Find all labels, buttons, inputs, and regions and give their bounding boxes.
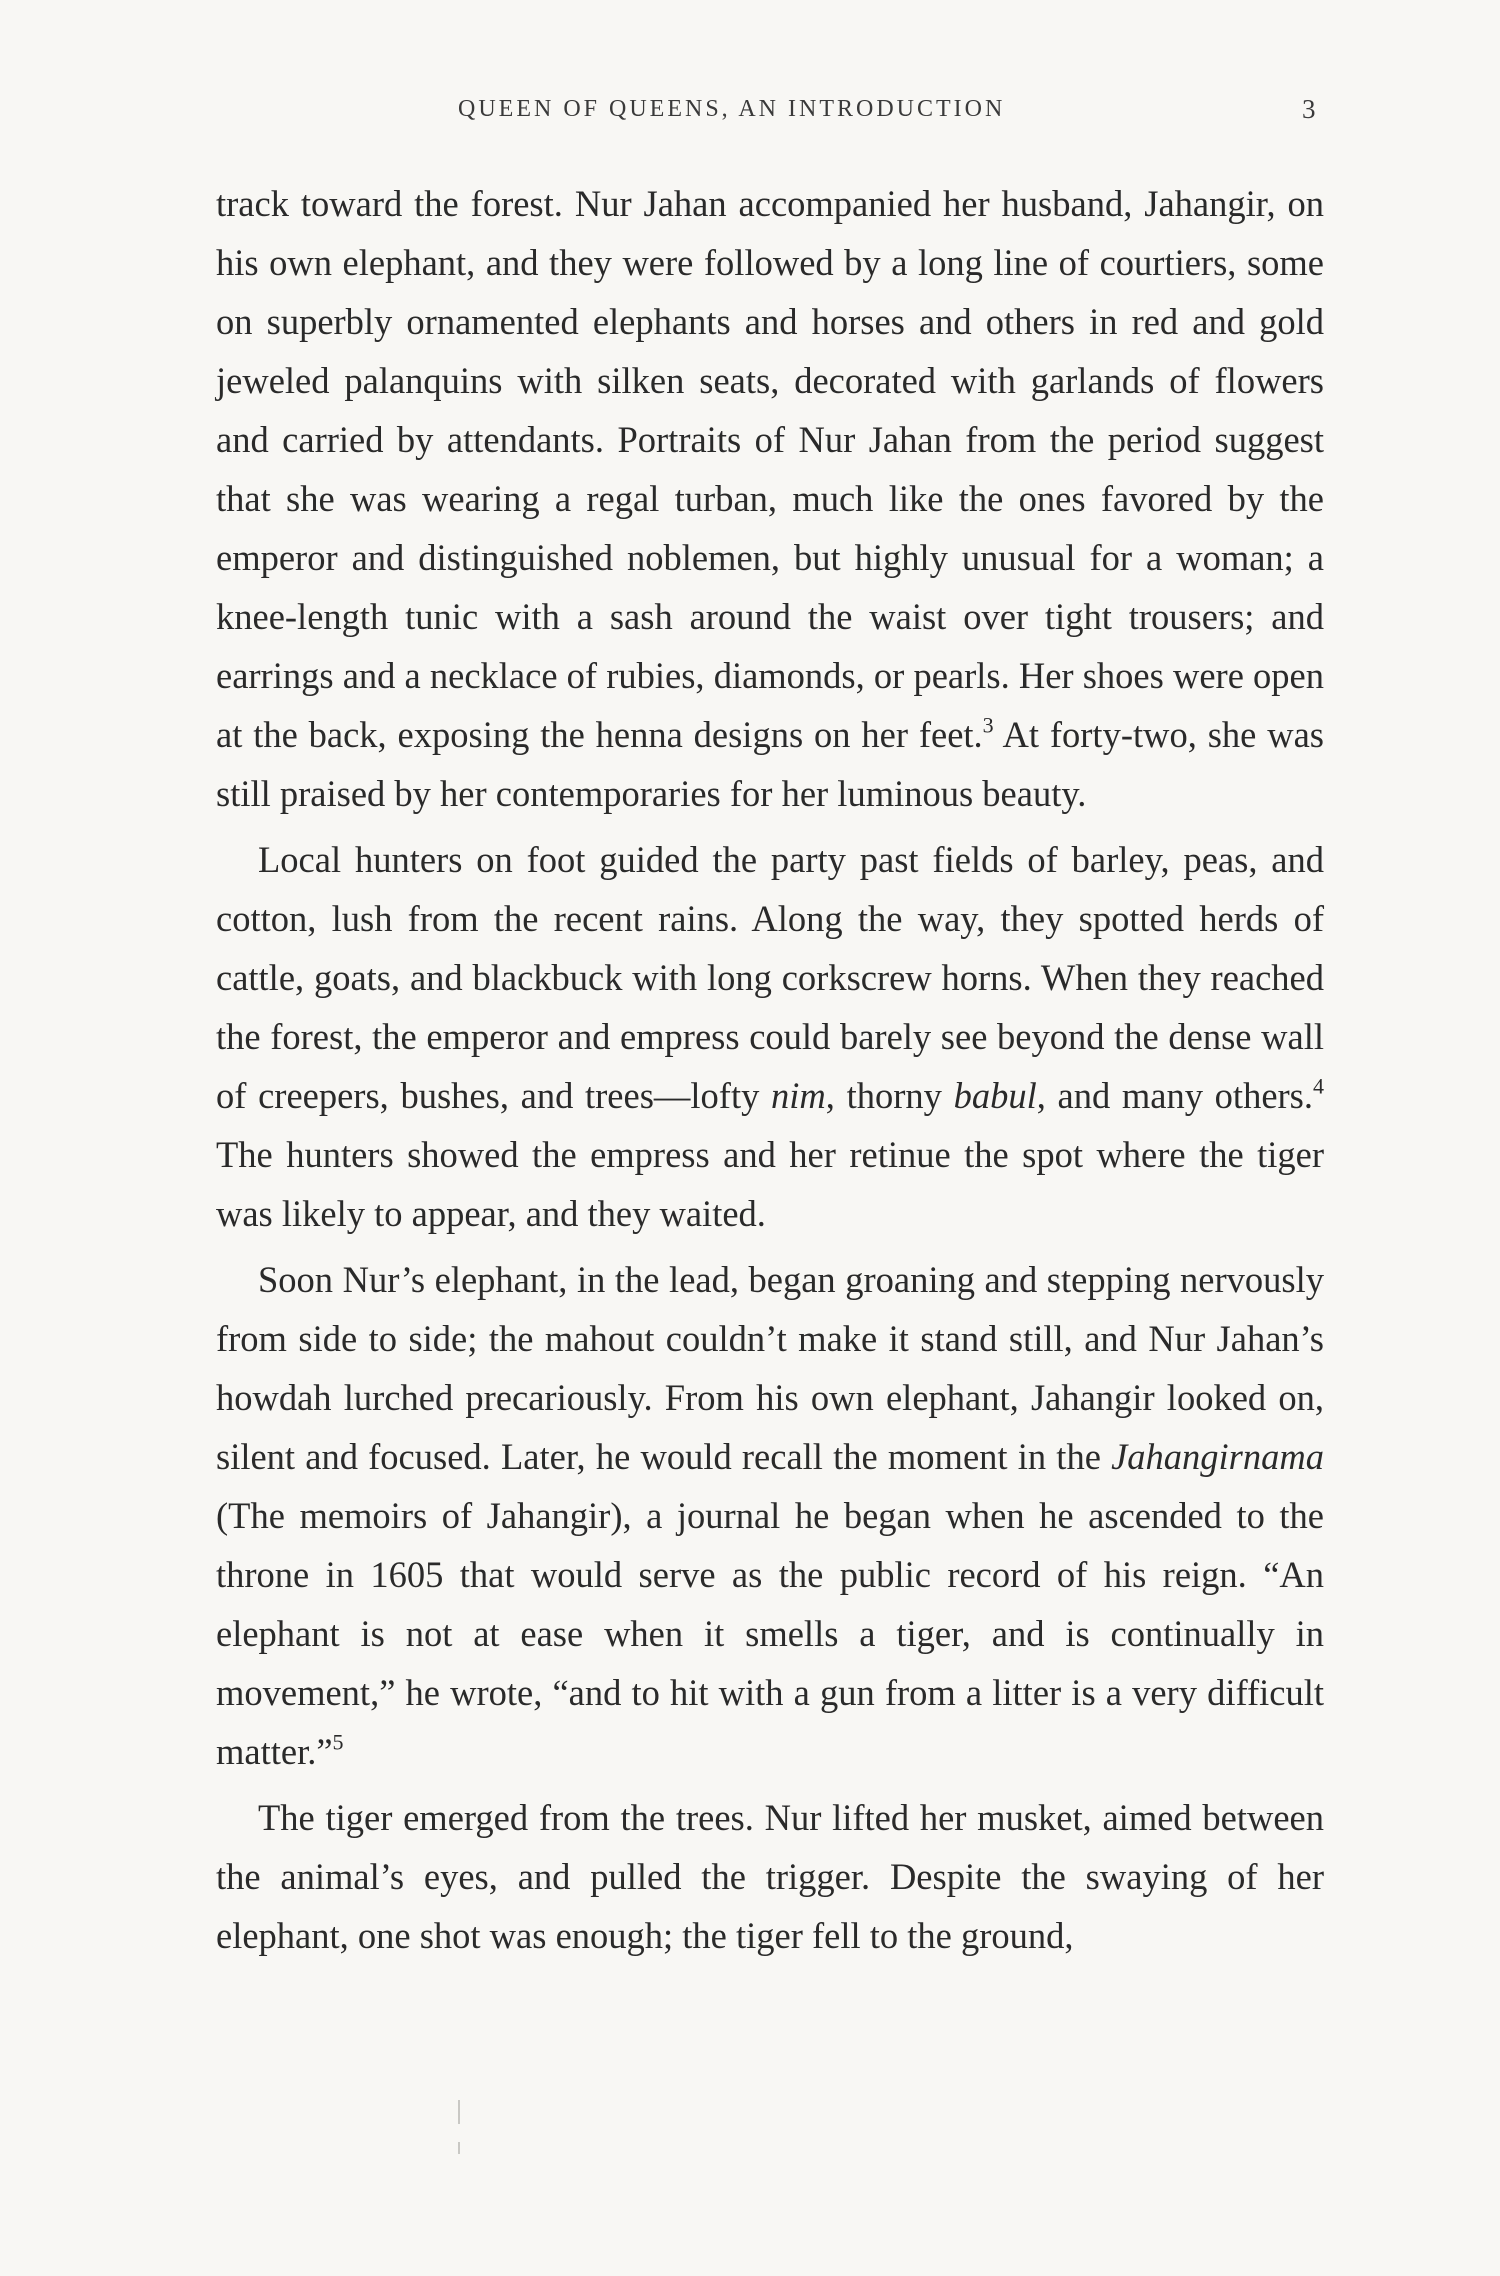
book-title-jahangirnama: Jahangirnama [1111, 1436, 1324, 1477]
page-number: 3 [1302, 94, 1316, 124]
paragraph-2-text-b: , thorny [825, 1075, 954, 1116]
paragraph-4 [216, 1788, 1324, 1965]
running-head: QUEEN OF QUEENS, AN INTRODUCTION [458, 96, 1006, 122]
paragraph-3-text-a: Soon Nur’s elephant, in the lead, began groaning and stepping nervously from side to side; the mahout couldn’t make it stand still, and Nur Jahan’s howdah lurched precariously. From his own elephant, Jahangir looked on, silent and focused. Later, he would recall the moment in the [216, 1259, 1324, 1477]
scan-mark [458, 2100, 460, 2124]
paragraph-2-text-a: Local hunters on foot guided the party past fields of barley, peas, and cotton, lush from the recent rains. Along the way, they spotted herds of cattle, goats, and blackbuck with long corkscrew horns. When they reached the forest, the emperor and empress could barely see beyond the dense wall of creepers, bushes, and trees—lofty [216, 839, 1324, 1116]
scan-mark [458, 2142, 460, 2154]
paragraph-2 [216, 830, 1324, 1243]
footnote-ref-3[interactable]: 3 [982, 712, 994, 738]
paragraph-3-text-b: (The memoirs of Jahangir), a journal he began when he ascended to the throne in 1605 that would serve as the public record of his reign. “An elephant is not at ease when it smells a tiger, and is continually in movement,” he wrote, “and to hit with a gun from a litter is a very difficult matter.” [216, 1495, 1324, 1772]
body-text [216, 174, 1324, 1965]
footnote-ref-5[interactable]: 5 [332, 1729, 344, 1755]
paragraph-2-text-c: , and many others. [1036, 1075, 1313, 1116]
paragraph-3 [216, 1250, 1324, 1781]
paragraph-4-text-a: The tiger emerged from the trees. Nur lifted her musket, aimed between the animal’s eyes, and pulled the trigger. Despite the swaying of her elephant, one shot was enough; the tiger fell to the ground, [216, 1797, 1324, 1956]
term-nim: nim [771, 1075, 826, 1116]
paragraph-1-text-b: At forty-two, she was still praised by her contemporaries for her luminous beauty. [216, 714, 1324, 814]
paragraph-1-text-a: track toward the forest. Nur Jahan accompanied her husband, Jahangir, on his own elephant, and they were followed by a long line of courtiers, some on superbly ornamented elephants and horses and others in red and gold jeweled palanquins with silken seats, decorated with garlands of flowers and carried by attendants. Portraits of Nur Jahan from the period suggest that she was wearing a regal turban, much like the ones favored by the emperor and distinguished noblemen, but highly unusual for a woman; a knee-length tunic with a sash around the waist over tight trousers; and earrings and a necklace of rubies, diamonds, or pearls. Her shoes were open at the back, exposing the henna designs on her feet. [216, 183, 1324, 755]
paragraph-2-text-d: The hunters showed the empress and her retinue the spot where the tiger was likely to appear, and they waited. [216, 1134, 1324, 1234]
term-babul: babul [953, 1075, 1037, 1116]
footnote-ref-4[interactable]: 4 [1313, 1073, 1324, 1099]
paragraph-1 [216, 174, 1324, 823]
